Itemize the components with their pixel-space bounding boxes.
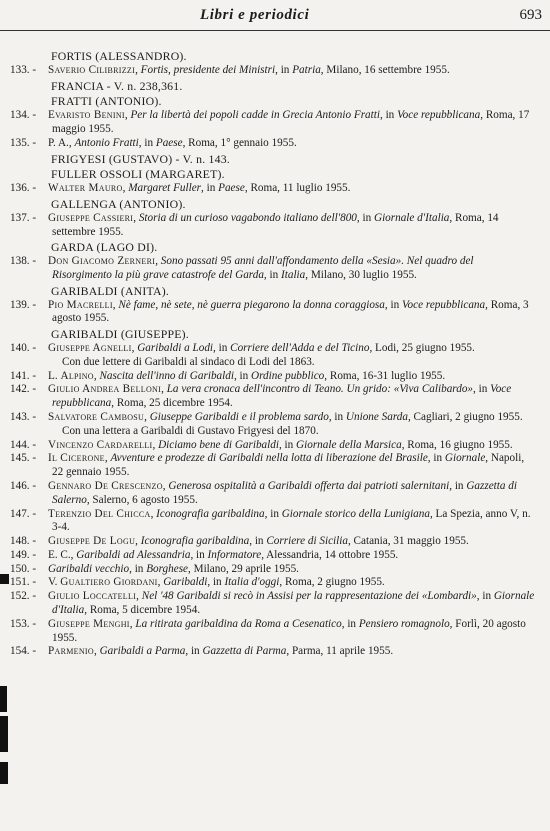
title-text: Antonio Fratti [74,136,139,149]
bibliography-entry [10,439,536,453]
author-name: Giuseppe Agnelli [48,341,132,354]
author-name: Saverio Cilibrizzi [48,63,136,76]
citation-text: , in [379,109,398,122]
citation-text: , in [278,438,297,451]
author-name: Don Giacomo Zerneri [48,255,156,268]
bibliography-entry [10,182,536,196]
citation-text: , [93,645,100,658]
title-text: La vera cronaca dell'incontro di Teano. Un grido: «Viva Calibardo» [166,383,474,396]
citation-text: , [152,438,159,451]
title-text: Diciamo bene di Garibaldi [158,438,279,451]
title-text: Corriere di Sicilia [266,535,348,548]
citation-text: , in [356,211,374,224]
citation-text: , Catania, 31 maggio 1955. [347,535,469,548]
citation-text: , in [201,182,219,195]
title-text: Margaret Fuller [128,182,202,195]
bibliography-entry [10,480,536,508]
title-text: Paese [218,182,245,195]
entry-number: 134. - [10,109,37,122]
title-text: Gazzetta di Salerno [52,479,517,506]
author-name: Vincenzo Cardarelli [48,438,153,451]
bibliography-entry [10,299,536,327]
citation-text: , [129,617,136,630]
entry-number: 138. - [10,255,37,268]
page-number: 693 [519,7,542,23]
bibliography-entry [10,549,536,563]
title-text: Pensiero romagnolo [358,617,450,630]
title-text: Garibaldi vecchio [48,562,130,575]
title-text: Paese [155,136,183,149]
entry-number: 133. - [10,63,37,76]
title-text: Nè fame, nè sete, nè guerra piegarono la donna coraggiosa [118,298,385,311]
title-text: Garibaldi a Parma [99,645,186,658]
citation-text: , in [185,645,203,658]
bibliography-entry [10,590,536,618]
bibliography-entry [10,383,536,411]
entry-number: 140. - [10,341,37,354]
subject-heading: FRIGYESI (GUSTAVO) - V. n. 143. [51,151,230,166]
title-text: Storia di un curioso vagabondo italiano dell'800 [138,211,357,224]
title-text: Giornale storico della Lunigiana [281,507,430,520]
citation-text: , Cagliari, 2 giugno 1955. [407,410,523,423]
title-text: Borghese [146,562,189,575]
author-name: Il Cicerone [48,452,105,465]
author-name: Alpino [60,369,94,382]
title-text: Iconografia garibaldina [140,535,250,548]
bibliography-entry [10,508,536,536]
bibliography-entry [10,576,536,590]
title-text: Italia [281,268,306,281]
citation-text: , [122,182,129,195]
bibliography-entry [10,411,536,425]
author-name: Salvatore Cambosu [48,410,145,423]
entry-number: 136. - [10,182,37,195]
citation-text: V. [48,576,61,589]
subject-heading: GARIBALDI (GIUSEPPE). [51,327,189,342]
title-text: Giornale d'Italia [52,590,535,617]
citation-text: , in [138,136,156,149]
entry-number: 148. - [10,535,37,548]
entry-number: 152. - [10,590,37,603]
running-title: Libri e periodici [200,7,310,23]
scan-mark [0,762,8,784]
citation-text: , in [384,298,402,311]
title-text: Voce repubblicana [397,109,481,122]
bibliography-entry [10,370,536,384]
citation-text: , [124,109,131,122]
title-text: Giornale della Marsica [296,438,402,451]
citation-text: , in [449,479,467,492]
citation-text: , in [190,548,208,561]
citation-text: , in [328,410,346,423]
entry-number: 151. - [10,576,37,589]
subject-heading: FORTIS (ALESSANDRO). [51,49,187,63]
citation-text: , in [263,268,282,281]
citation-text: , Milano, 29 aprile 1955. [188,562,299,575]
title-text: Gazzetta di Parma [202,645,287,658]
title-text: Voce repubblicana [401,298,486,311]
title-text: La ritirata garibaldina da Roma a Cesenatico [135,617,342,630]
author-name: Walter Mauro [48,182,123,195]
citation-text: , Roma, 17 maggio 1955. [52,109,530,135]
bibliography-entry [10,563,536,577]
author-name: Giuseppe De Logu [48,535,136,548]
bibliography-entry [10,64,536,78]
title-text: Sono passati 95 anni dall'affondamento della «Sesia». Nel quadro del Risorgimento la più grave catastrofe del Garda [52,255,474,281]
entry-number: 137. - [10,211,37,224]
title-text: Garibaldi [163,576,208,589]
title-text: Avventure e prodezze di Garibaldi nella lotta di liberazione del Brasile [110,452,428,465]
citation-text: , Roma, 11 luglio 1955. [244,182,351,195]
citation-text: , in [476,590,494,603]
title-text: Giornale d'Italia [373,211,450,224]
citation-text: , [155,255,161,268]
title-text: Iconografia garibaldina [156,507,265,520]
title-text: Generosa ospitalità a Garibaldi offerta dai patrioti salernitani [168,479,450,492]
page-header [0,0,550,40]
header-rule [0,30,550,31]
subject-heading: FRATTI (ANTONIO). [51,94,162,109]
bibliography-entry [10,137,536,151]
entry-number: 141. - [10,369,37,382]
title-text: Informatore [207,548,262,561]
subject-heading: FULLER OSSOLI (MARGARET). [51,167,225,182]
citation-text: , Roma, 3 agosto 1955. [52,298,529,325]
bibliography-entry [10,645,536,659]
citation-text: , [157,576,164,589]
scan-mark [0,686,7,712]
subject-heading: GALLENGA (ANTONIO). [51,196,186,211]
subject-heading: FRANCIA - V. n. 238,361. [51,78,183,93]
citation-text: , Roma, 5 dicembre 1954. [84,604,201,617]
citation-text: , [93,369,100,382]
author-name: Gualtiero Giordani [60,576,158,589]
citation-text: , [112,298,119,311]
entry-number: 153. - [10,617,37,630]
title-text: Voce repubblicana [52,383,512,410]
entry-note: Con due lettere di Garibaldi al sindaco di Lodi del 1863. [62,355,315,368]
citation-text: , [144,410,150,423]
entry-number: 143. - [10,410,37,423]
author-name: Giuseppe Cassieri [48,211,134,224]
bibliography-entry [10,452,536,480]
citation-text: , Roma, 2 giugno 1955. [279,576,385,589]
citation-text: , in [213,341,231,354]
bibliography-entry [10,618,536,646]
entry-number: 139. - [10,298,37,311]
citation-text: , Roma, 16-31 luglio 1955. [324,369,446,382]
bibliography-entry [10,109,536,137]
citation-text: , [136,590,142,603]
bibliography-entry [10,535,536,549]
citation-text: , in [473,383,491,396]
citation-text: , Milano, 30 luglio 1955. [305,268,417,281]
title-text: Ordine pubblico [251,369,325,382]
author-name: Terenzio Del Chicca [48,507,151,520]
citation-text: , in [233,369,252,382]
citation-text: , [161,383,167,396]
title-text: Nascita dell'inno di Garibaldi [99,369,234,382]
title-text: Nel '48 Garibaldi si recò in Assisi per la rappresentazione dei «Lombardi» [141,590,477,603]
citation-text: , [150,507,157,520]
scan-mark [0,716,8,752]
bibliography-list [10,48,536,659]
author-name: Evaristo Benini [48,109,125,122]
bibliography-entry [10,255,536,283]
citation-text: , in [427,452,445,465]
citation-text: , in [207,576,225,589]
author-name: Giuseppe Menghi [48,617,130,630]
citation-text: , in [129,562,147,575]
citation-text: , Milano, 16 settembre 1955. [320,63,450,76]
citation-text: , [133,211,139,224]
citation-text: , Roma, 1° gennaio 1955. [182,136,297,149]
citation-text: , in [341,617,359,630]
title-text: Garibaldi a Lodi [137,341,214,354]
citation-text: , Roma, 25 dicembre 1954. [111,397,233,410]
citation-text: P. A., [48,136,75,149]
title-text: Unione Sarda [345,410,408,423]
entry-number: 142. - [10,383,37,396]
title-text: Fortis, presidente dei Ministri [140,63,276,76]
subject-heading: GARIBALDI (ANITA). [51,283,169,298]
title-text: Per la libertà dei popoli cadde in Grecia Antonio Fratti [130,109,380,122]
citation-text: , [135,63,141,76]
entry-number: 135. - [10,136,37,149]
author-name: Giulio Loccatelli [48,590,137,603]
title-text: Giornale [444,452,486,465]
entry-number: 144. - [10,438,37,451]
title-text: Italia d'oggi [224,576,280,589]
citation-text: , in [249,535,267,548]
citation-text: , Napoli, 22 gennaio 1955. [52,452,525,479]
bibliography-entry [10,342,536,356]
entry-number: 146. - [10,479,37,492]
citation-text: , Parma, 11 aprile 1955. [286,645,394,658]
citation-text: , Lodi, 25 giugno 1955. [369,341,475,354]
citation-text: , [104,452,111,465]
title-text: Giuseppe Garibaldi e il problema sardo [149,410,329,423]
scan-mark [0,574,9,584]
entry-note: Con una lettera a Garibaldi di Gustavo Frigyesi del 1870. [62,424,319,437]
citation-text: , La Spezia, anno V, n. 3-4. [52,507,531,534]
citation-text: , Salerno, 6 agosto 1955. [86,493,198,506]
title-text: Garibaldi ad Alessandria [76,548,191,561]
citation-text: , [135,535,141,548]
entry-number: 150. - [10,562,37,575]
subject-heading: GARDA (LAGO DI). [51,240,158,255]
author-name: Giulio Andrea Belloni [48,383,162,396]
bibliography-entry [10,212,536,240]
citation-text: , [162,479,169,492]
citation-text: , in [264,507,282,520]
citation-text: , Alessandria, 14 ottobre 1955. [261,548,399,561]
citation-text: , Forlì, 20 agosto 1955. [52,617,526,644]
citation-text: , in [275,63,293,76]
entry-number: 147. - [10,507,37,520]
citation-text: L. [48,369,61,382]
author-name: Pio Macrelli [48,298,113,311]
citation-text: , [131,341,138,354]
author-name: Parmenio [48,645,94,658]
entry-number: 154. - [10,645,37,658]
entry-number: 149. - [10,548,37,561]
citation-text: , Roma, 16 giugno 1955. [401,438,513,451]
citation-text: E. C., [48,548,77,561]
title-text: Corriere dell'Adda e del Ticino [230,341,370,354]
author-name: Gennaro De Crescenzo [48,479,163,492]
citation-text: , Roma, 14 settembre 1955. [52,211,499,238]
title-text: Patria [292,63,321,76]
entry-number: 145. - [10,452,37,465]
